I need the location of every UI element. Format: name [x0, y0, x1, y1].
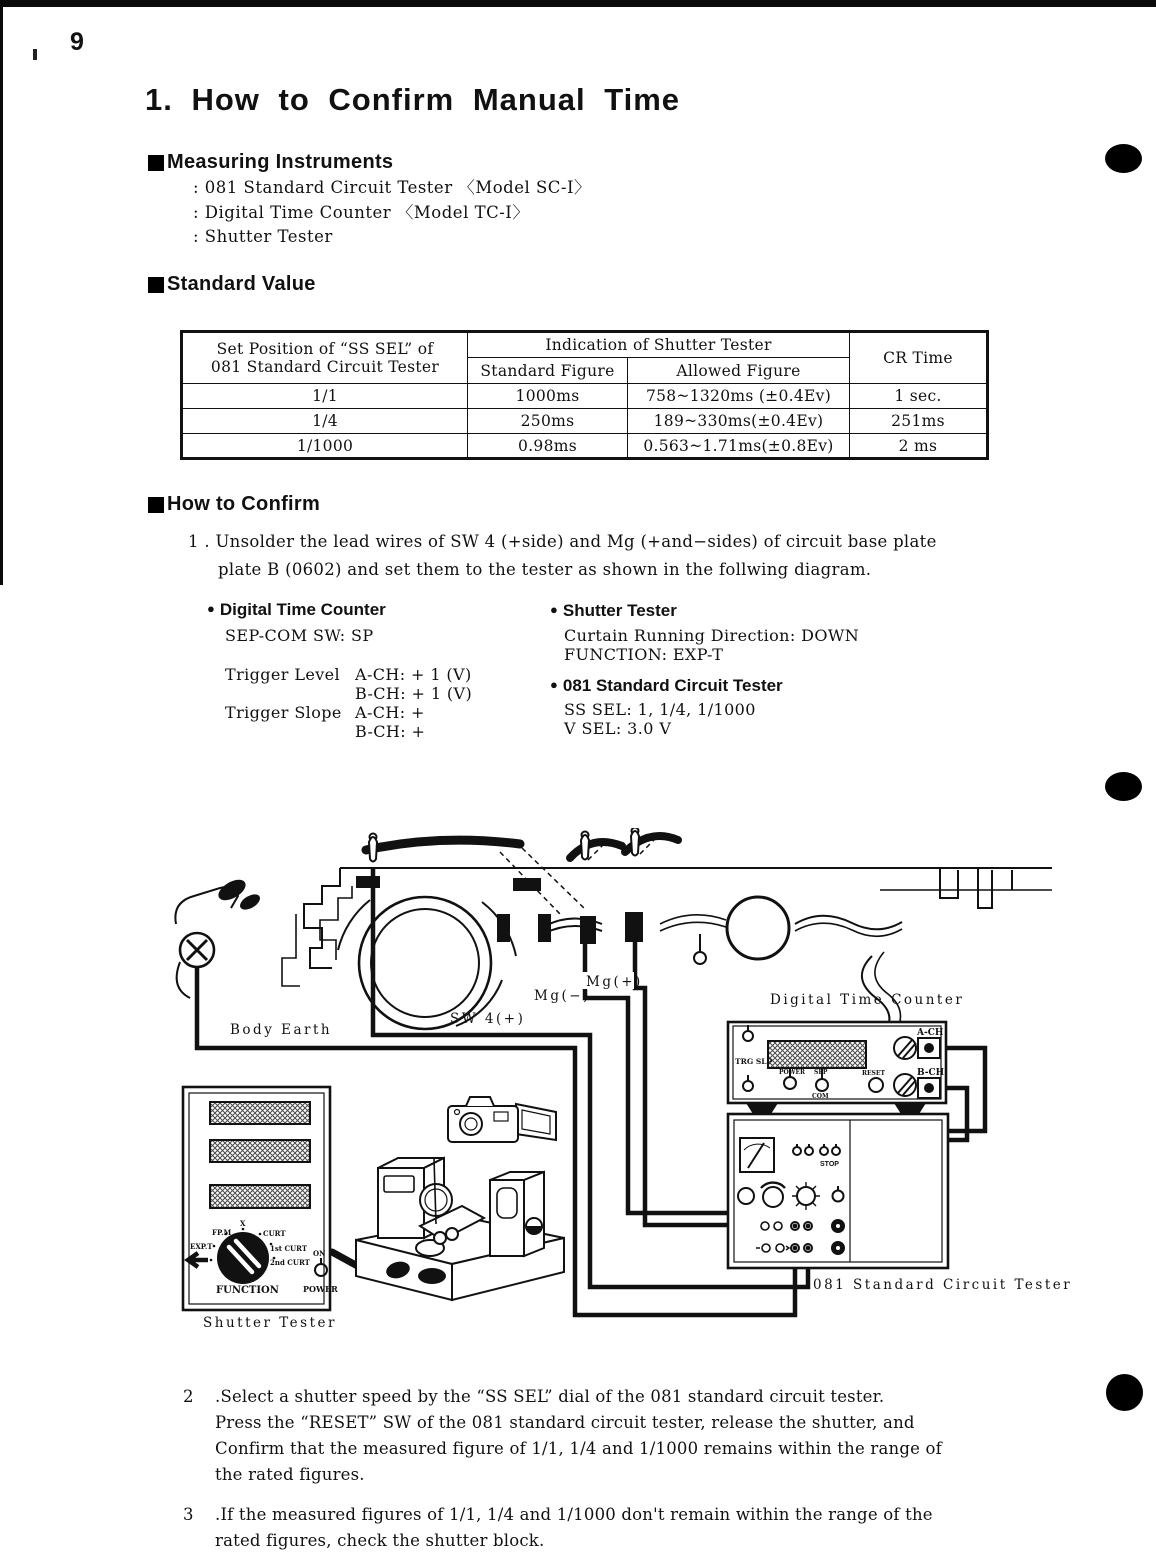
label-mg-plus: Mg(+): [586, 974, 643, 990]
on-label: ON: [313, 1249, 326, 1258]
dial-1st-curt-label: 1st CURT: [270, 1244, 308, 1253]
page-number: 9: [70, 28, 84, 56]
table-header-indication: Indication of Shutter Tester: [468, 332, 850, 358]
bullet-icon: ●: [207, 601, 215, 616]
table-cell: 1 sec.: [850, 384, 988, 409]
scan-edge-left: [0, 0, 3, 585]
measuring-instrument-list: [193, 176, 591, 250]
step-2: 2 .Select a shutter speed by the “SS SEL” dial of the 081 standard circuit tester. Press the “RESET” SW of the 081 standard circuit tester, release the shutter, and Confirm that the measured figure of 1/1, 1/4 and 1/1000 remains within the range of the rated figures.: [183, 1387, 942, 1484]
procedure-steps: [183, 1384, 942, 1554]
reset-label: RESET: [862, 1070, 885, 1077]
table-cell: 1/4: [182, 409, 468, 434]
table-cell: 0.563~1.71ms(±0.8Ev): [628, 434, 850, 459]
table-header-allowed-figure: Allowed Figure: [628, 358, 850, 384]
step-1: 1 . Unsolder the lead wires of SW 4 (+side) and Mg (+and−sides) of circuit base plate plate B (0602) and set them to the tester as shown in the follwing diagram.: [188, 532, 937, 579]
dial-2nd-curt-label: 2nd CURT: [270, 1258, 310, 1267]
lead-wire-bobs: [366, 828, 678, 914]
table-cell: 758~1320ms (±0.4Ev): [628, 384, 850, 409]
shutter-tester-panel: [183, 1087, 338, 1310]
label-mg-minus: Mg(−): [534, 988, 591, 1004]
label-sw4: SW 4(+): [450, 1011, 526, 1027]
instrument-foot: [746, 1103, 778, 1114]
section-heading-how-to-confirm: How to Confirm: [148, 493, 320, 516]
binding-dot: [1105, 772, 1142, 801]
label-digital-time-counter: Digital Time Counter: [770, 992, 965, 1008]
scan-edge-top: [0, 0, 1156, 7]
com-label: COM: [812, 1093, 829, 1100]
table-cell: 1/1: [182, 384, 468, 409]
label-081-tester: 081 Standard Circuit Tester: [813, 1277, 1073, 1293]
table-row: [182, 384, 988, 409]
stop-label: STOP: [820, 1161, 839, 1168]
test-bench-art: [356, 1158, 564, 1300]
page-title: 1. How to Confirm Manual Time: [145, 82, 681, 117]
table-header-ss-sel: Set Position of “SS SEL” of 081 Standard Circuit Tester: [182, 332, 468, 384]
circuit-board-art: [282, 868, 1052, 1034]
section-marker: [148, 497, 164, 513]
binding-dot: [1105, 144, 1142, 173]
table-row: [182, 434, 988, 459]
list-item: : 081 Standard Circuit Tester 〈Model SC-I〉: [193, 178, 592, 197]
table-cell: 189~330ms(±0.4Ev): [628, 409, 850, 434]
table-header-standard-figure: Standard Figure: [468, 358, 628, 384]
dial-x-label: X: [240, 1219, 246, 1228]
settings-digital-time-counter: ● Digital Time Counter SEP-COM SW: SP Trigger Level A-CH: + 1 (V) B-CH: + 1 (V) Trigger Slope A-CH: + B-CH: +: [207, 600, 473, 741]
instrument-foot: [894, 1103, 926, 1114]
step-3: 3 .If the measured figures of 1/1, 1/4 and 1/1000 don't remain within the range of the rated figures, check the shutter block.: [183, 1505, 933, 1550]
a-ch-label: A-CH: [917, 1028, 944, 1038]
table-row: [182, 409, 988, 434]
label-shutter-tester: Shutter Tester: [203, 1315, 337, 1331]
table-cell: 1000ms: [468, 384, 628, 409]
camera-art: [448, 1097, 556, 1142]
dial-exp-t-label: EXP.T: [190, 1242, 213, 1251]
settings-shutter-tester: ● Shutter Tester Curtain Running Direction: DOWN FUNCTION: EXP-T ● 081 Standard Circuit Tester SS SEL: 1, 1/4, 1/1000 V SEL: 3.0 V: [550, 601, 860, 738]
dial-fp-m-label: FP.M: [212, 1228, 232, 1237]
section-marker: [148, 277, 164, 293]
power-label: POWER: [303, 1284, 338, 1294]
b-ch-label: B-CH: [917, 1068, 945, 1078]
table-cell: 251ms: [850, 409, 988, 434]
table-cell: 250ms: [468, 409, 628, 434]
section-heading-measuring: Measuring Instruments: [148, 151, 393, 174]
label-body-earth: Body Earth: [230, 1022, 333, 1038]
scan-mark: [33, 49, 37, 60]
digital-time-counter-panel: [728, 1022, 946, 1114]
table-cell: 0.98ms: [468, 434, 628, 459]
binding-dot: [1106, 1374, 1143, 1411]
section-heading-standard-value: Standard Value: [148, 273, 316, 296]
section-marker: [148, 155, 164, 171]
list-item: : Shutter Tester: [193, 227, 333, 246]
dial-curt-label: CURT: [263, 1229, 286, 1238]
function-label: FUNCTION: [216, 1285, 279, 1296]
sep-label: SEP: [814, 1069, 828, 1076]
bullet-icon: ●: [550, 677, 558, 692]
table-header-cr-time: CR Time: [850, 332, 988, 384]
list-item: : Digital Time Counter 〈Model TC-I〉: [193, 202, 530, 222]
standard-value-table: [180, 330, 989, 460]
table-cell: 1/1000: [182, 434, 468, 459]
power-label: POWER: [779, 1069, 806, 1076]
table-cell: 2 ms: [850, 434, 988, 459]
trg-slp-label: TRG SLP: [735, 1057, 773, 1066]
wiring-diagram: [0, 828, 1156, 1348]
sct-panel: [728, 1114, 948, 1268]
bullet-icon: ●: [550, 602, 558, 617]
body-earth-art: [175, 876, 262, 998]
